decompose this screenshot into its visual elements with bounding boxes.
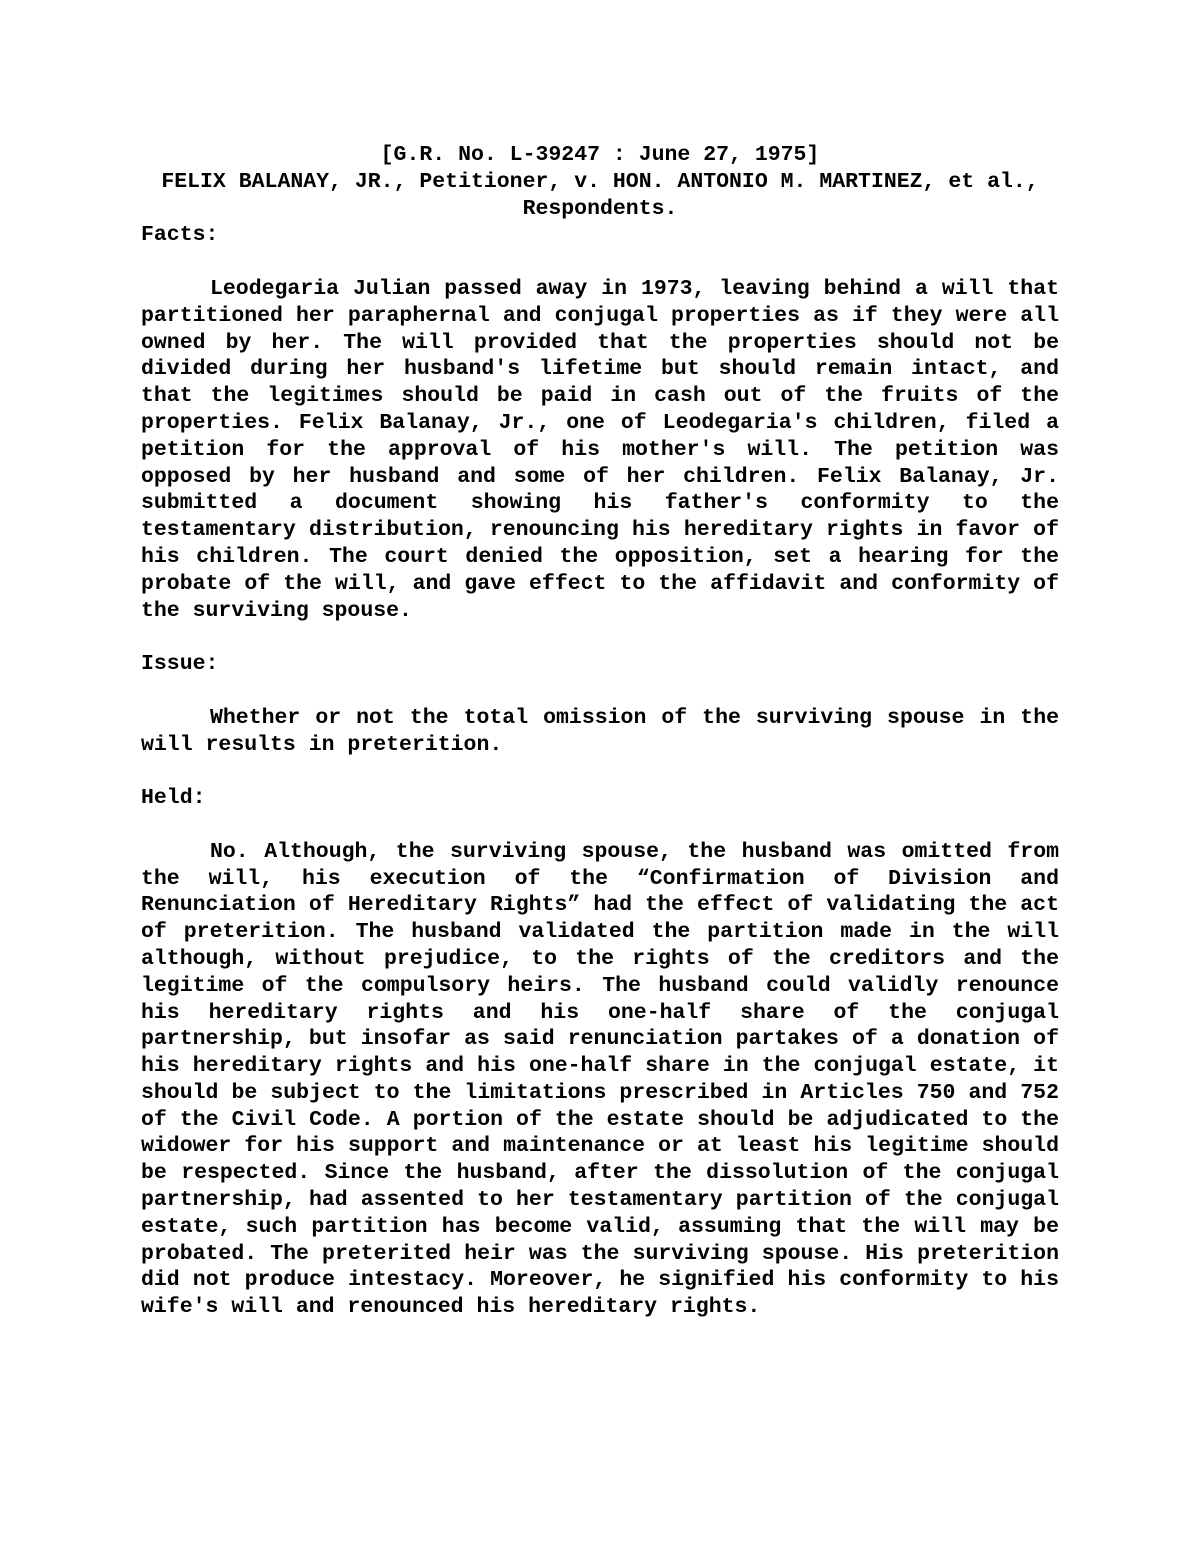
spacer	[141, 758, 1059, 785]
spacer	[141, 624, 1059, 651]
case-parties: FELIX BALANAY, JR., Petitioner, v. HON. ANTONIO M. MARTINEZ, et al., Respondents.	[161, 169, 1039, 221]
case-number: [G.R. No. L-39247 : June 27, 1975]	[380, 143, 820, 167]
spacer	[141, 678, 1059, 705]
facts-body: Leodegaria Julian passed away in 1973, leaving behind a will that partitioned her paraphernal and conjugal properties as if they were all owned by her. The will provided that the properties should not be divided during her husband's lifetime but should remain intact, and that the legitimes should be paid in cash out of the fruits of the properties. Felix Balanay, Jr., one of Leodegaria's children, filed a petition for the approval of his mother's will. The petition was opposed by her husband and some of her children. Felix Balanay, Jr. submitted a document showing his father's conformity to the testamentary distribution, renouncing his hereditary rights in favor of his children. The court denied the opposition, set a hearing for the probate of the will, and gave effect to the affidavit and conformity of the surviving spouse.	[141, 276, 1059, 623]
issue-body: Whether or not the total omission of the surviving spouse in the will results in preterition.	[141, 705, 1059, 757]
spacer	[141, 812, 1059, 839]
issue-heading: Issue:	[141, 652, 219, 677]
held-body: No. Although, the surviving spouse, the husband was omitted from the will, his execution of the “Confirmation of Division and Renunciation of Hereditary Rights” had the effect of validating the act of preterition. The husband validated the partition made in the will although, without prejudice, to the rights of the creditors and the legitime of the compulsory heirs. The husband could validly renounce his hereditary rights and his one-half share of the conjugal partnership, but insofar as said renunciation partakes of a donation of his hereditary rights and his one-half share in the conjugal estate, it should be subject to the limitations prescribed in Articles 750 and 752 of the Civil Code. A portion of the estate should be adjudicated to the widower for his support and maintenance or at least his legitime should be respected. Since the husband, after the dissolution of the conjugal partnership, had assented to her testamentary partition of the conjugal estate, such partition has become valid, assuming that the will may be probated. The preterited heir was the surviving spouse. His preterition did not produce intestacy. Moreover, he signified his conformity to his wife's will and renounced his hereditary rights.	[141, 839, 1059, 1320]
document-page	[141, 142, 1059, 1321]
held-heading: Held:	[141, 786, 206, 811]
spacer	[141, 249, 1059, 276]
facts-heading: Facts:	[141, 223, 219, 248]
